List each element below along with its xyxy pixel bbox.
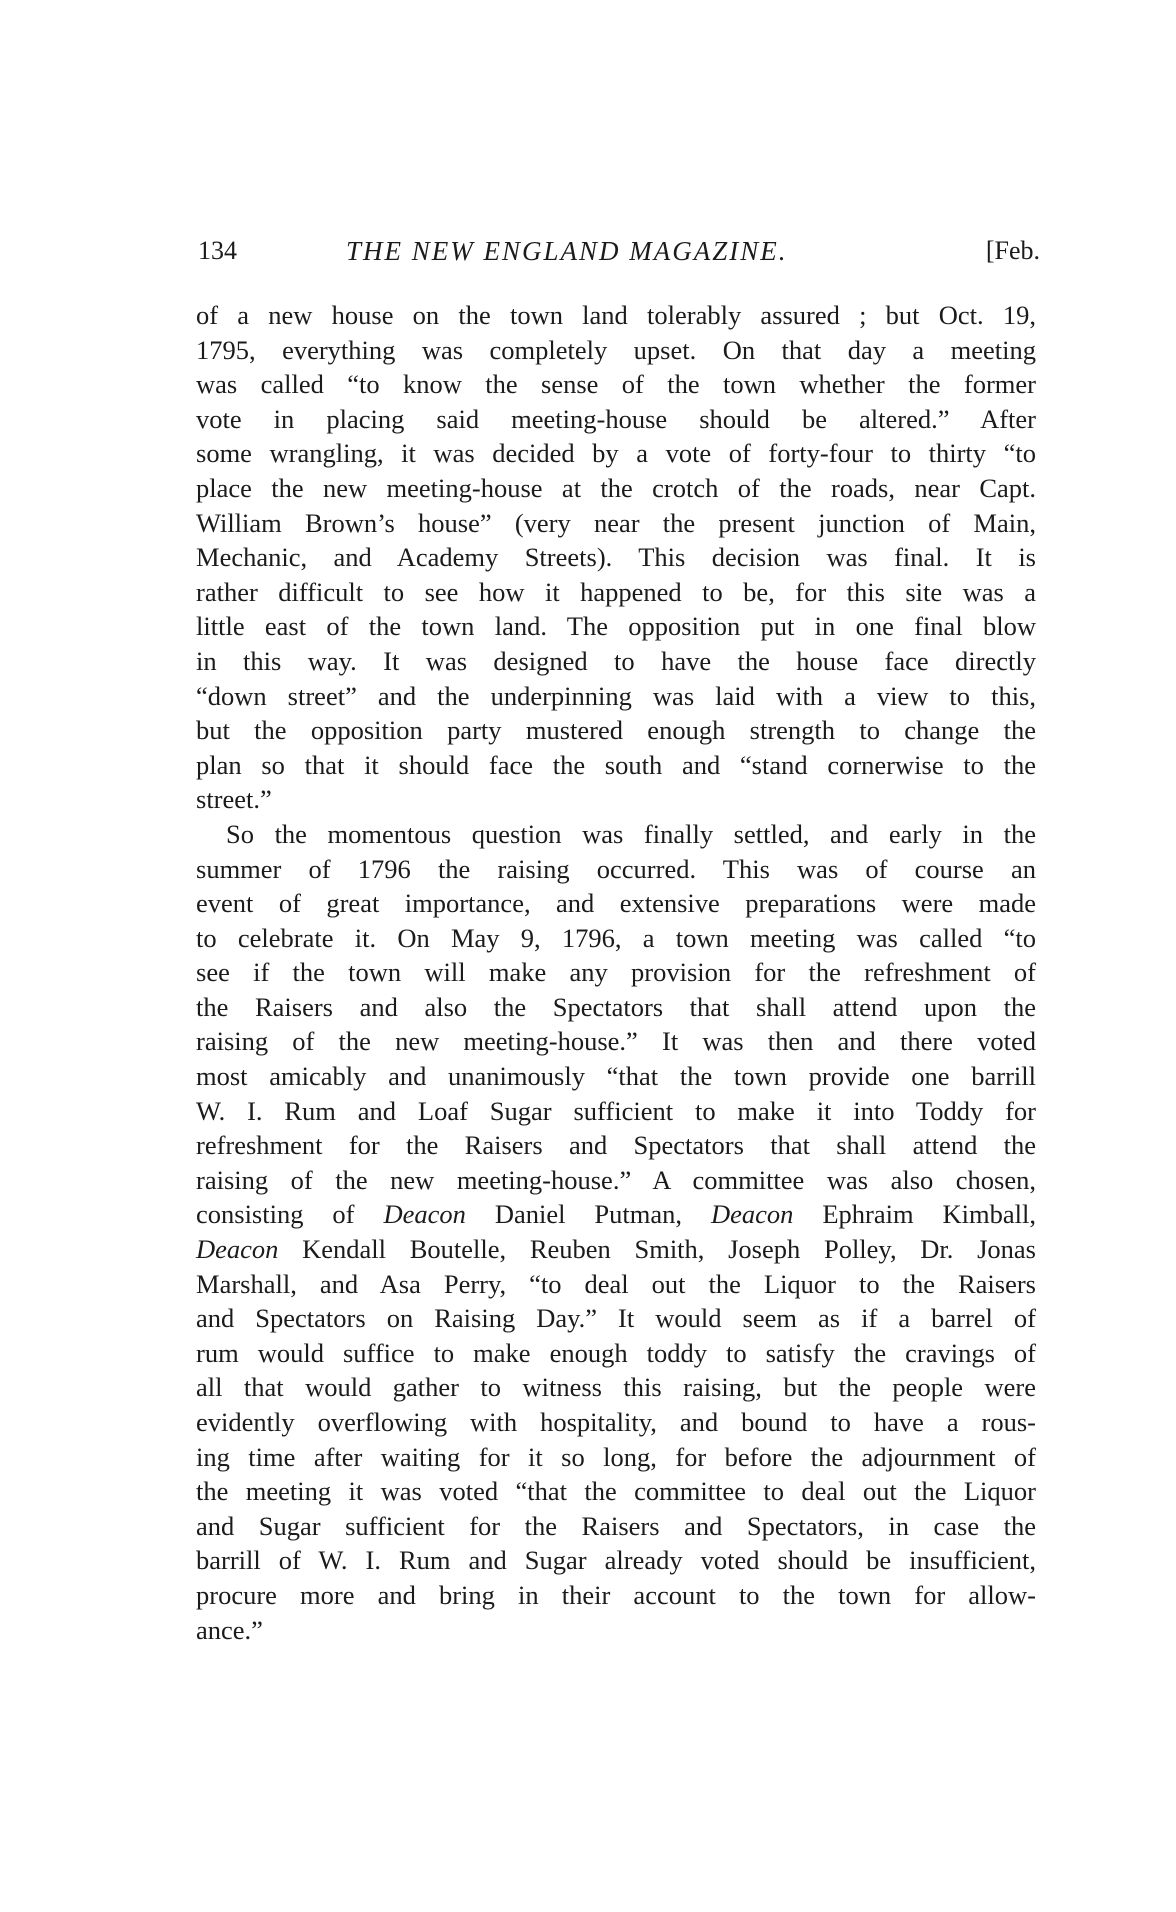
line-segment: Kendall Boutelle, Reuben Smith, Joseph Polley, Dr. Jonas (278, 1234, 1036, 1265)
text-line: rum would suffice to make enough toddy to satisfy the cravings of (196, 1337, 1036, 1368)
text-line: in this way. It was designed to have the house face directly (196, 645, 1036, 676)
text-line: and Spectators on Raising Day.” It would seem as if a barrel of (196, 1303, 1036, 1334)
italic-title: Deacon (196, 1234, 279, 1265)
text-line: evidently overflowing with hospitality, and bound to have a rous- (196, 1407, 1036, 1437)
text-line: Marshall, and Asa Perry, “to deal out the Liquor to the Raisers (196, 1268, 1036, 1299)
body-text (196, 298, 1036, 1647)
line-segment: Ephraim Kimball, (793, 1199, 1036, 1230)
text-line: ing time after waiting for it so long, for before the adjournment of (196, 1441, 1036, 1472)
text-line (196, 1197, 1036, 1232)
text-line: Mechanic, and Academy Streets). This decision was final. It is (196, 542, 1036, 573)
text-line: raising of the new meeting-house.” It was then and there voted (196, 1026, 1036, 1057)
text-line: little east of the town land. The opposition put in one final blow (196, 611, 1036, 642)
line-segment: consisting of (196, 1199, 384, 1230)
text-line: event of great importance, and extensive preparations were made (196, 888, 1036, 919)
text-line: raising of the new meeting-house.” A committee was also chosen, (196, 1164, 1036, 1195)
text-line: and Sugar sufficient for the Raisers and Spectators, in case the (196, 1510, 1036, 1541)
text-line: barrill of W. I. Rum and Sugar already voted should be insufficient, (196, 1545, 1036, 1576)
text-line: place the new meeting-house at the crotch of the roads, near Capt. (196, 472, 1036, 503)
text-line: the Raisers and also the Spectators that shall attend upon the (196, 991, 1036, 1022)
page-number: 134 (198, 236, 237, 265)
italic-title: Deacon (710, 1199, 794, 1230)
text-line: was called “to know the sense of the town whether the former (196, 369, 1036, 400)
issue-month: [Feb. (985, 236, 1040, 265)
text-line: rather difficult to see how it happened to be, for this site was a (196, 576, 1036, 607)
journal-title: THE NEW ENGLAND MAGAZINE. (346, 236, 788, 266)
paragraph-start-line: So the momentous question was finally settled, and early in the (226, 818, 1036, 849)
paragraph-end-line: street.” (196, 784, 272, 815)
text-line: “down street” and the underpinning was laid with a view to this, (196, 680, 1036, 711)
text-line: most amicably and unanimously “that the town provide one barrill (196, 1061, 1036, 1092)
text-line: all that would gather to witness this raising, but the people were (196, 1372, 1036, 1403)
text-line (196, 1232, 1036, 1267)
text-line: plan so that it should face the south and “stand cornerwise to the (196, 749, 1036, 780)
text-line: the meeting it was voted “that the committee to deal out the Liquor (196, 1476, 1036, 1507)
text-line: procure more and bring in their account to the town for allow- (196, 1579, 1036, 1610)
italic-title: Deacon (383, 1199, 466, 1230)
running-head (198, 236, 1040, 272)
text-line: see if the town will make any provision for the refreshment of (196, 957, 1036, 988)
text-line: vote in placing said meeting-house should be altered.” After (196, 403, 1036, 434)
text-line: but the opposition party mustered enough strength to change the (196, 715, 1036, 746)
text-line: W. I. Rum and Loaf Sugar sufficient to make it into Toddy for (196, 1095, 1036, 1126)
text-line: some wrangling, it was decided by a vote of forty-four to thirty “to (196, 438, 1036, 469)
text-line: refreshment for the Raisers and Spectators that shall attend the (196, 1130, 1036, 1161)
text-line: to celebrate it. On May 9, 1796, a town meeting was called “to (196, 922, 1036, 953)
text-line: William Brown’s house” (very near the present junction of Main, (196, 507, 1036, 538)
paragraph-end-line: ance.” (196, 1614, 263, 1645)
text-line: of a new house on the town land tolerably assured ; but Oct. 19, (196, 300, 1036, 330)
line-segment: Daniel Putman, (465, 1199, 711, 1230)
text-line: 1795, everything was completely upset. On that day a meeting (196, 334, 1036, 365)
text-line: summer of 1796 the raising occurred. This was of course an (196, 853, 1036, 884)
